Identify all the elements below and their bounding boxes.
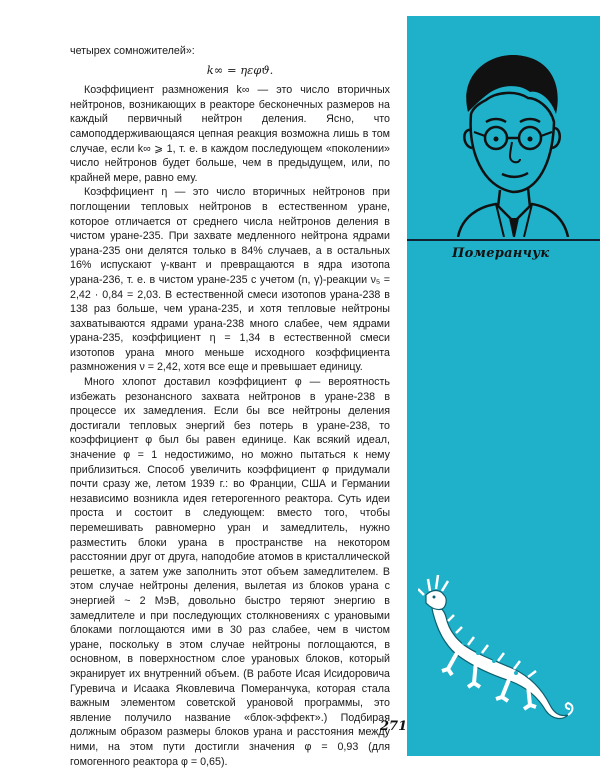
paragraph-eta: Коэффициент η — это число вторичных нейтронов при поглощении тепловых нейтронов в естественном уране, которое отличается от среднего числа нейтронов деления в чистом уране-235. При захвате медленного нейтрона ядрами урана-235 они делятся только в 84% случаев, а в остальных 16% испускают γ-квант и превращаются в ядра изотопа урана-236, т. е. в чистом уране-235 с учетом (n, γ)-реакции ν₅ = 2,42 · 0,84 = 2,03. В естественной смеси изотопов урана-238 в 138 раз больше, чем урана-235, и хотя тепловые нейтроны захватываются ядрами урана-238 много слабее, чем ядрами урана-235, коэффициент η = 1,34 в естественной смеси изотопов урана много меньше исходного коэффициента размножения ν = 2,42, хотя все еще и превышает единицу.: [70, 186, 390, 374]
main-text-column: [70, 44, 390, 769]
paragraph-phi: Много хлопот доставил коэффициент φ — вероятность избежать резонансного захвата нейтронов в уране-238 в процессе их замедления. Если бы все нейтроны деления достигали тепловых энергий без потерь в уране-238, то коэффициент φ был бы равен единице. Как всякий идеал, значение φ = 1 недостижимо, но можно пытаться к нему приблизиться. Способ увеличить коэффициент φ придумали почти сразу же, летом 1939 г.: во Франции, США и Германии независимо возникла идея гетерогенного реактора. Суть идеи проста и состоит в следующем: вместо того, чтобы перемешивать равномерно уран и замедлитель, нужно разместить блоки урана в пространстве на некотором расстоянии друг от друга, наподобие атомов в кристаллической решетке, а затем уже заполнить этот объем замедлителем. В этом случае нейтроны деления, вылетая из блоков урана с энергией ~ 2 МэВ, довольно быстро теряют энергию в замедлителе и при последующих столкновениях с урановыми блоками поглощаются ими в 30 раз слабее, чем в чистом уране, поскольку в этом случае нейтроны поглощаются, в основном, в поверхностном слое урановых блоков, который экранирует их внутренний объем. (В работе Исая Исидоровича Гуревича и Исаака Яковлевича Померанчука, которая стала важным элементом советской урановой программы, это явление получило название «блок-эффект».) Подбирая должным образом размеры блоков урана и расстояния между ними, на этом пути достигли значения φ = 0,93 (для гомогенного реактора φ = 0,65).: [70, 376, 390, 768]
portrait-caption: Померанчук: [452, 246, 550, 261]
dragon-illustration: [418, 565, 578, 725]
lead-line: четырех сомножителей»:: [70, 45, 195, 57]
caption-divider: [407, 239, 600, 241]
paragraph-k-infinity: Коэффициент размножения k∞ — это число вторичных нейтронов, возникающих в реакторе бесконечных размеров на каждый первичный нейтрон деления. Ясно, что самоподдерживающаяся цепная реакция возможна лишь в том случае, если k∞ ⩾ 1, т. е. в каждом последующем «поколении» число нейтронов будет больше, чем в предыдущем, или, по крайней мере, равно ему.: [70, 84, 390, 184]
formula: k∞ = ηεφϑ.: [206, 62, 274, 77]
page-number: 271: [380, 719, 408, 734]
portrait-illustration: [438, 42, 578, 237]
